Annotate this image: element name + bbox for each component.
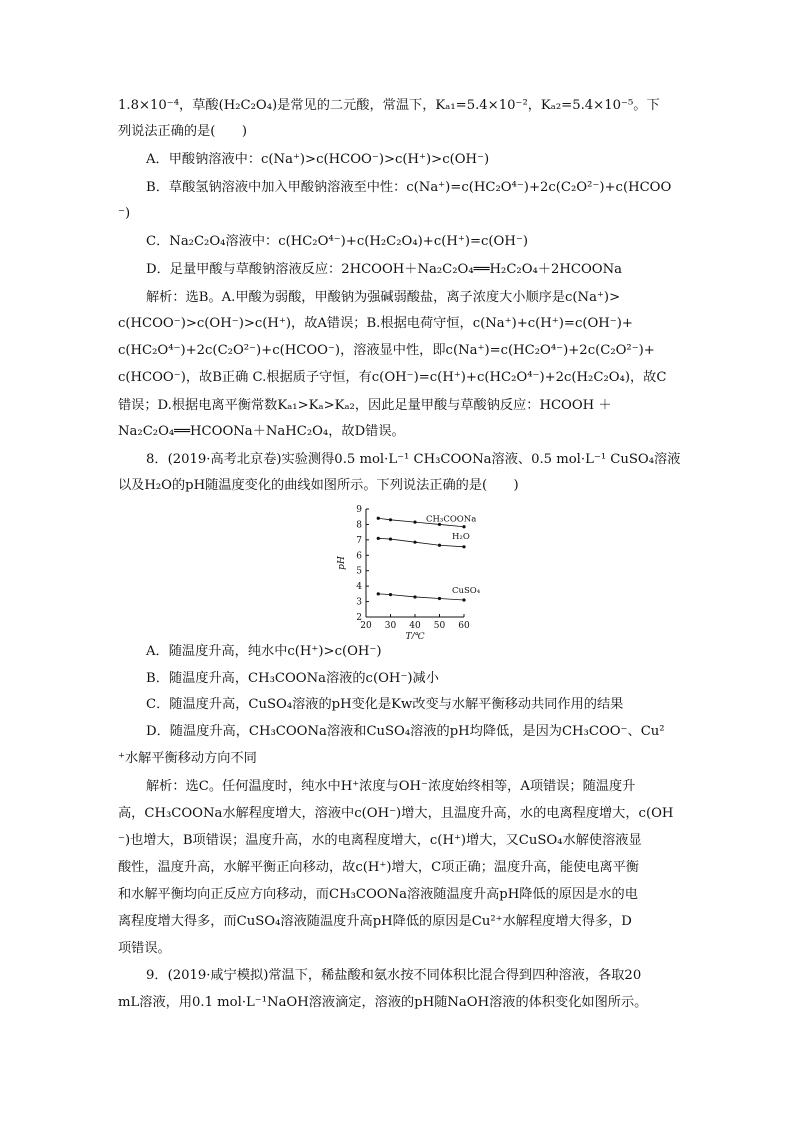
analysis-line: 和水解平衡均向正反应方向移动，而CH₃COONa溶液随温度升高pH降低的原因是水的电 <box>118 887 638 902</box>
option-d: D．随温度升高，CH₃COONa溶液和CuSO₄溶液的pH均降低，是因为CH₃COO⁻、Cu² <box>146 724 665 739</box>
y-tick-label: 8 <box>356 520 362 531</box>
data-point <box>438 597 441 600</box>
question-8-line: 以及H₂O的pH随温度变化的曲线如图所示。下列说法正确的是( ) <box>118 478 519 493</box>
question-9-line: 9．(2019·咸宁模拟)常温下，稀盐酸和氨水按不同体积比混合得到四种溶液，各取20 <box>146 968 642 983</box>
analysis-line: Na₂C₂O₄══HCOONa＋NaHC₂O₄，故D错误。 <box>118 424 405 439</box>
data-point <box>438 544 441 547</box>
x-tick-label: 30 <box>384 621 397 631</box>
option-c: C．Na₂C₂O₄溶液中：c(HC₂O⁴⁻)+c(H₂C₂O₄)+c(H⁺)=c(OH⁻) <box>146 234 528 249</box>
ph-temperature-chart <box>332 503 492 639</box>
series-label: CuSO₄ <box>452 586 481 597</box>
y-tick-label: 4 <box>356 582 362 593</box>
data-point <box>389 537 392 540</box>
analysis-line: 酸性，温度升高，水解平衡正向移动，故c(H⁺)增大，C项正确；温度升高，能使电离平衡 <box>118 860 639 875</box>
analysis-line: 错误；D.根据电离平衡常数Kₐ₁>Kₐ>Kₐ₂，因此足量甲酸与草酸钠反应：HCOOH ＋ <box>118 398 612 413</box>
data-point <box>389 518 392 521</box>
text-line: 1.8×10⁻⁴，草酸(H₂C₂O₄)是常见的二元酸，常温下，Kₐ₁=5.4×10⁻²，Kₐ₂=5.4×10⁻⁵。下 <box>118 98 660 113</box>
question-9-line: mL溶液，用0.1 mol·L⁻¹NaOH溶液滴定，溶液的pH随NaOH溶液的体积变化如图所示。 <box>118 995 648 1010</box>
data-point <box>413 595 416 598</box>
data-point <box>377 537 380 540</box>
x-axis-label: T/℃ <box>405 632 425 639</box>
question-8-line: 8．(2019·高考北京卷)实验测得0.5 mol·L⁻¹ CH₃COONa溶液、0.5 mol·L⁻¹ CuSO₄溶液 <box>146 452 681 467</box>
y-tick-label: 9 <box>356 505 362 515</box>
analysis-line: 高，CH₃COONa水解程度增大，溶液中c(OH⁻)增大，且温度升高，水的电离程度增大，c(OH <box>118 806 674 821</box>
chart-svg <box>332 503 492 639</box>
analysis-line: 解析：选B。A.甲酸为弱酸，甲酸钠为强碱弱酸盐，离子浓度大小顺序是c(Na⁺)> <box>146 290 621 305</box>
x-tick-label: 20 <box>360 621 372 631</box>
y-tick-label: 2 <box>356 613 362 623</box>
text-line: ⁺水解平衡移动方向不同 <box>118 751 257 766</box>
option-b: B．随温度升高，CH₃COONa溶液的c(OH⁻)减小 <box>146 671 439 686</box>
series-label: CH₃COONa <box>426 514 477 525</box>
option-b: B．草酸氢钠溶液中加入甲酸钠溶液至中性：c(Na⁺)=c(HC₂O⁴⁻)+2c(C₂O²⁻)+c(HCOO <box>146 180 672 195</box>
x-tick-label: 40 <box>409 621 421 631</box>
data-point <box>377 517 380 520</box>
data-point <box>462 525 465 528</box>
data-point <box>377 592 380 595</box>
series-label: H₂O <box>452 531 470 542</box>
analysis-line: c(HC₂O⁴⁻)+2c(C₂O²⁻)+c(HCOO⁻)，溶液显中性，即c(Na⁺)=c(HC₂O⁴⁻)+2c(C₂O²⁻)+ <box>118 343 655 358</box>
analysis-line: 项错误。 <box>118 941 171 956</box>
analysis-line: 离程度增大得多，而CuSO₄溶液随温度升高pH降低的原因是Cu²⁺水解程度增大得多，D <box>118 914 632 929</box>
y-tick-label: 7 <box>356 535 362 546</box>
x-tick-label: 50 <box>433 621 446 631</box>
y-tick-label: 6 <box>356 551 362 562</box>
data-point <box>413 541 416 544</box>
data-point <box>389 593 392 596</box>
x-tick-label: 60 <box>458 621 470 631</box>
analysis-line: ⁻)也增大，B项错误；温度升高，水的电离程度增大，c(H⁺)增大，又CuSO₄水解使溶液显 <box>118 833 642 848</box>
option-a: A．随温度升高，纯水中c(H⁺)>c(OH⁻) <box>146 644 382 659</box>
text-line: ⁻) <box>118 206 131 221</box>
data-point <box>462 598 465 601</box>
option-a: A．甲酸钠溶液中：c(Na⁺)>c(HCOO⁻)>c(H⁺)>c(OH⁻) <box>146 152 490 167</box>
option-c: C．随温度升高，CuSO₄溶液的pH变化是Kw改变与水解平衡移动共同作用的结果 <box>146 697 624 712</box>
analysis-line: c(HCOO⁻)>c(OH⁻)>c(H⁺)，故A错误；B.根据电荷守恒，c(Na⁺)+c(H⁺)=c(OH⁻)+ <box>118 316 633 331</box>
y-axis-label: pH <box>337 556 347 570</box>
analysis-line: c(HCOO⁻)，故B正确 C.根据质子守恒，有c(OH⁻)=c(H⁺)+c(HC₂O⁴⁻)+2c(H₂C₂O₄)，故C <box>118 370 667 385</box>
data-point <box>462 545 465 548</box>
analysis-line: 解析：选C。任何温度时，纯水中H⁺浓度与OH⁻浓度始终相等，A项错误；随温度升 <box>146 779 636 794</box>
text-line: 列说法正确的是( ) <box>118 124 247 139</box>
y-tick-label: 5 <box>356 566 362 577</box>
option-d: D．足量甲酸与草酸钠溶液反应：2HCOOH＋Na₂C₂O₄══H₂C₂O₄＋2HCOONa <box>146 262 622 277</box>
data-point <box>413 521 416 524</box>
y-tick-label: 3 <box>356 597 362 608</box>
